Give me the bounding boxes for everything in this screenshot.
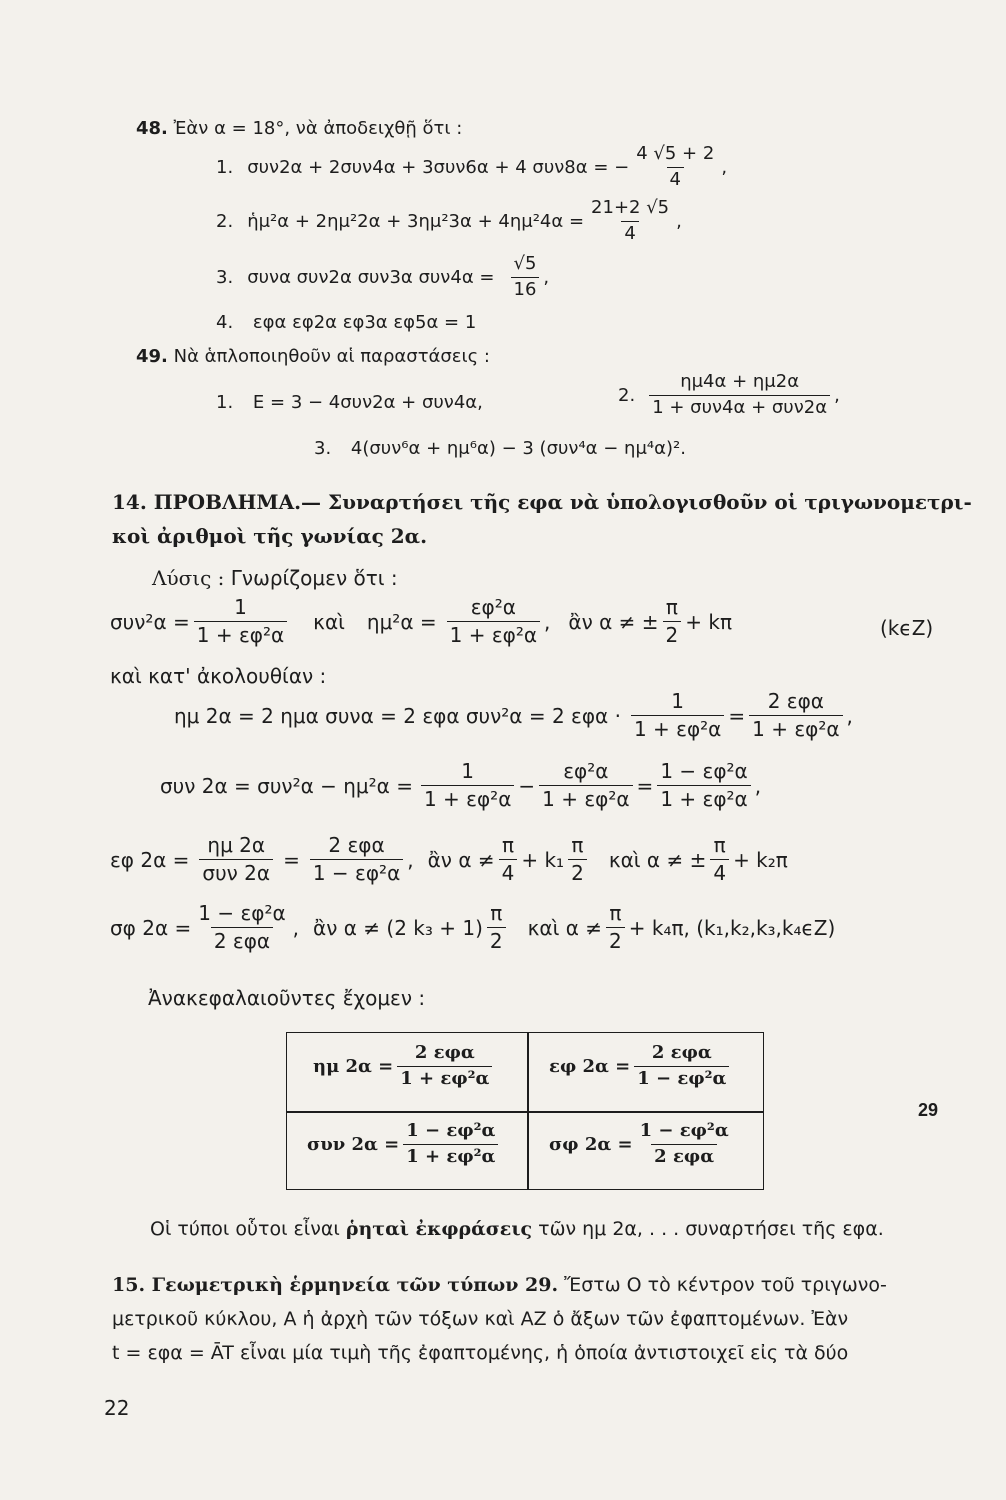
numerator: π [665,595,678,619]
denominator: συν 2α [199,859,273,885]
numerator: 2 εφα [651,1042,712,1063]
fraction [499,834,518,885]
numerator: 1 [461,759,475,783]
ex49-item-1 [216,392,483,413]
exercise-48-intro [136,118,462,139]
formula-lhs-2: ημ²α = [366,609,437,634]
cell-lhs: συν 2α = [307,1133,400,1155]
table-horizontal-divider [287,1111,763,1113]
denominator: 4 [710,859,729,885]
numerator: π [571,833,584,857]
fraction [199,834,273,885]
comma: , [544,609,551,634]
item-label: 1. [216,156,234,178]
numerator: 1 − εφ²α [639,1120,729,1141]
numerator: π [609,901,622,925]
fraction [403,1121,498,1167]
fraction [631,690,724,741]
item-expression: E = 3 − 4συν2α + συν4α, [252,392,483,413]
summary-line: Ἀνακεφαλαιοῦντες ἔχομεν : [148,986,426,1010]
denominator: 1 − εφ²α [634,1066,729,1090]
fraction [487,902,506,953]
table-cell-tan2a [549,1043,733,1089]
denominator: 2 [606,927,625,953]
item-expression: 4(συν⁶α + ημ⁶α) − 3 (συν⁴α − ημ⁴α)². [350,438,686,459]
formula-sin2a [174,690,853,741]
conclusion-line [150,1210,884,1248]
denominator: 1 − εφ²α [310,859,403,885]
table-cell-sin2a [313,1043,496,1089]
exercise-text: Ἐὰν α = 18°, νὰ ἀποδειχθῇ ὅτι : [173,118,463,139]
denominator: 1 + εφ²α [421,785,514,811]
problem-14-heading-line1: 14. ΠΡΟΒΛΗΜΑ.— Συναρτήσει τῆς εφα νὰ ὑπολογισθοῦν οἱ τριγωνομετρι- [112,490,972,514]
item-expression: ἡμ²α + 2ημ²2α + 3ημ²3α + 4ημ²4α = [247,210,585,232]
denominator: 16 [511,277,540,301]
table-cell-cot2a [549,1121,736,1167]
numerator: ημ 2α [207,833,266,857]
denominator: 1 + συν4α + συν2α [649,395,830,419]
denominator: 1 + εφ²α [447,621,540,647]
formula-cot2a [110,902,835,953]
equals: = [728,703,746,728]
numerator: εφ²α [470,595,516,619]
condition-2: καὶ α ≠ ± [608,847,707,872]
fraction [634,1043,729,1089]
formula-expression: συν 2α = συν²α − ημ²α = [160,773,413,798]
plus-k1: + k₁ [521,847,565,872]
denominator: 4 [499,859,518,885]
numerator: 1 − εφ²α [198,901,286,925]
comma: , [292,915,300,940]
denominator: 1 + εφ²α [749,715,842,741]
numerator: 4 √5 + 2 [636,143,715,164]
conclusion-part1: Οἱ τύποι οὗτοι εἶναι [150,1218,340,1240]
comma: , [754,773,762,798]
denominator: 2 εφα [211,927,273,953]
comma: , [721,156,728,178]
fraction [194,596,287,647]
item-label: 3. [216,266,234,288]
numerator: π [713,833,726,857]
numerator: 21+2 √5 [591,197,670,218]
denominator: 4 [621,221,638,245]
exercise-number: 49. [136,346,168,367]
table-cell-cos2a [307,1121,502,1167]
fraction [749,690,842,741]
ex48-item-1 [216,144,727,190]
item-label: 3. [314,438,332,459]
section-15-text: Ἔστω Ο τὸ κέντρον τοῦ τριγωνο- [564,1274,887,1296]
condition: ἂν α ≠ ± [568,609,659,634]
numerator: 1 [671,689,685,713]
ex49-item-3 [314,438,686,459]
fraction [663,596,682,647]
condition-end: + kπ [685,609,733,634]
denominator: 1 + εφ²α [397,1066,492,1090]
fraction [657,760,750,811]
section-15-line3: t = εφα = ĀT εἶναι μία τιμὴ τῆς ἐφαπτομένης, ἡ ὁποία ἀντιστοιχεῖ εἰς τὰ δύο [112,1342,849,1364]
condition: ἂν α ≠ [427,847,495,872]
formula-number-29: 29 [918,1100,939,1120]
numerator: π [490,901,503,925]
denominator: 2 [487,927,506,953]
minus: − [518,773,536,798]
fraction [539,760,632,811]
denominator: 2 εφα [651,1144,717,1168]
ex48-item-4 [216,312,476,333]
integer-set: (kϵZ) [880,616,934,640]
numerator: εφ²α [563,759,609,783]
fraction [511,254,540,300]
condition-end: + k₄π, (k₁,k₂,k₃,k₄ϵZ) [628,915,836,940]
exercise-number: 48. [136,118,168,139]
condition-2: καὶ α ≠ [527,915,603,940]
fraction [588,198,672,244]
numerator: 2 εφα [328,833,385,857]
fraction [397,1043,492,1089]
cell-lhs: σφ 2α = [549,1133,633,1155]
numerator: ημ4α + ημ2α [680,371,800,392]
item-label: 1. [216,392,234,413]
denominator: 2 [568,859,587,885]
denominator: 1 + εφ²α [631,715,724,741]
numerator: 2 εφα [767,689,824,713]
fraction [606,902,625,953]
denominator: 1 + εφ²α [403,1144,498,1168]
conclusion-part2: τῶν ημ 2α, . . . συναρτήσει τῆς εφα. [538,1218,884,1240]
equals: = [283,847,300,872]
numerator: 2 εφα [414,1042,475,1063]
conclusion-bold: ῥηταὶ ἐκφράσεις [345,1218,533,1240]
fraction [195,902,288,953]
fraction [568,834,587,885]
ex48-item-3 [216,254,549,300]
formula-1 [110,596,732,647]
problem-14-heading-line2: κοὶ ἀριθμοὶ τῆς γωνίας 2α. [112,524,428,548]
denominator: 2 [663,621,682,647]
item-label: 4. [216,312,234,333]
fraction [710,834,729,885]
condition: ἂν α ≠ (2 k₃ + 1) [313,915,483,940]
solution-label: Λύσις : [152,566,225,590]
fraction [637,1121,732,1167]
solution-text: Γνωρίζομεν ὅτι : [230,566,398,590]
fraction [310,834,403,885]
denominator: 1 + εφ²α [657,785,750,811]
ex48-item-2 [216,198,682,244]
formula-lhs: εφ 2α = [110,847,190,872]
consequently-line: καὶ κατ' ἀκολουθίαν : [110,664,327,688]
equals: = [636,773,654,798]
comma: , [834,384,840,406]
denominator: 4 [667,167,684,191]
fraction [649,372,830,418]
comma: , [676,210,682,232]
item-label: 2. [216,210,234,232]
formula-expression: ημ 2α = 2 ημα συνα = 2 εφα συν²α = 2 εφα · [174,703,621,728]
denominator: 1 + εφ²α [194,621,287,647]
formula-lhs: συν²α = [110,609,190,634]
fraction [633,144,717,190]
ex49-item-2 [618,372,840,418]
numerator: 1 − εφ²α [406,1120,496,1141]
item-label: 2. [618,384,636,406]
cell-lhs: ημ 2α = [313,1055,394,1077]
cell-lhs: εφ 2α = [549,1055,631,1077]
fraction [447,596,540,647]
denominator: 1 + εφ²α [539,785,632,811]
numerator: 1 − εφ²α [660,759,748,783]
formula-lhs: σφ 2α = [110,915,192,940]
comma: , [846,703,853,728]
exercise-49-intro [136,346,490,367]
item-expression: εφα εφ2α εφ3α εφ5α = 1 [252,312,477,333]
formula-tan2a [110,834,788,885]
comma: , [543,266,550,288]
numerator: 1 [234,595,247,619]
numerator: π [501,833,515,857]
section-15-heading: 15. Γεωμετρικὴ ἑρμηνεία τῶν τύπων 29. [112,1274,559,1296]
formula-cos2a [160,760,761,811]
item-expression: συν2α + 2συν4α + 3συν6α + 4 συν8α = − [247,156,630,178]
numerator: √5 [513,253,537,274]
section-15-line2: μετρικοῦ κύκλου, Α ἡ ἀρχὴ τῶν τόξων καὶ ΑΖ ὁ ἄξων τῶν ἐφαπτομένων. Ἐὰν [112,1308,849,1330]
item-expression: συνα συν2α συν3α συν4α = [247,266,495,288]
page-number: 22 [104,1396,130,1420]
formula-table [286,1032,764,1190]
comma: , [407,847,414,872]
section-15-line1 [112,1266,887,1304]
connector: καὶ [313,609,345,634]
exercise-text: Νὰ ἁπλοποιηθοῦν αἱ παραστάσεις : [173,346,490,367]
solution-line [152,566,398,590]
fraction [421,760,514,811]
condition-end: + k₂π [733,847,788,872]
